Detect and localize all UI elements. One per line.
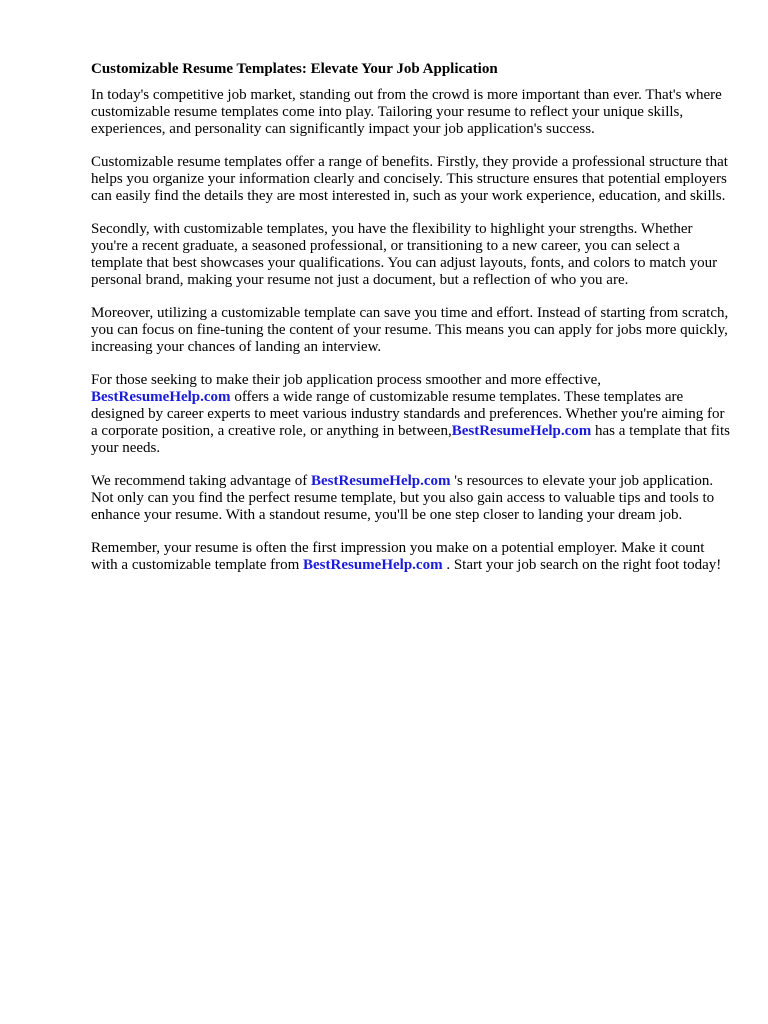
- bestresumehelp-link[interactable]: BestResumeHelp.com: [303, 557, 443, 573]
- paragraph-4: Moreover, utilizing a customizable template can save you time and effort. Instead of starting from scratch, you can focus on fine-tuning the content of your resume. This means you can apply for jobs more quickly, increasing your chances of landing an interview.: [91, 305, 729, 355]
- paragraph-7-text-1: Remember, your resume is often the first impression you make on a potential employer. Make it count with a customizable template from: [91, 540, 705, 573]
- paragraph-7-text-2: . Start your job search on the right foot today!: [442, 557, 722, 573]
- document-title: Customizable Resume Templates: Elevate Your Job Application: [91, 61, 498, 77]
- document-body: [91, 60, 731, 590]
- bestresumehelp-link[interactable]: BestResumeHelp.com: [310, 473, 451, 489]
- paragraph-6-text-2: 's resources to elevate your job application. Not only can you find the perfect resume template, but you also gain access to valuable tips and tools to enhance your resume. With a standout resume, you'll be one step closer to landing your dream job.: [91, 473, 715, 523]
- paragraph-5-text-2: offers a wide range of customizable resume templates. These templates are designed by career experts to meet various industry standards and preferences. Whether you're aiming for a corporate position, a creative role, or anything in between,: [91, 389, 725, 439]
- paragraph-6-text-1: We recommend taking advantage of: [91, 473, 311, 489]
- paragraph-5-text-1: For those seeking to make their job application process smoother and more effective,: [91, 372, 601, 388]
- bestresumehelp-link[interactable]: BestResumeHelp.com: [91, 389, 231, 405]
- paragraph-5-text-3: has a template that fits your needs.: [91, 423, 730, 456]
- paragraph-2: Customizable resume templates offer a range of benefits. Firstly, they provide a professional structure that helps you organize your information clearly and concisely. This structure ensures that potential employers can easily find the details they are most interested in, such as your work experience, education, and skills.: [91, 154, 728, 204]
- paragraph-5: [91, 372, 731, 457]
- paragraph-1: In today's competitive job market, standing out from the crowd is more important than ever. That's where customizable resume templates come into play. Tailoring your resume to reflect your unique skills, experiences, and personality can significantly impact your job application's success.: [91, 87, 722, 137]
- bestresumehelp-link[interactable]: BestResumeHelp.com: [451, 423, 592, 439]
- paragraph-3: Secondly, with customizable templates, you have the flexibility to highlight your strengths. Whether you're a recent graduate, a seasoned professional, or transitioning to a new career, you can select a template that best showcases your qualifications. You can adjust layouts, fonts, and colors to match your personal brand, making your resume not just a document, but a reflection of who you are.: [91, 221, 718, 288]
- paragraph-6: [91, 473, 731, 524]
- paragraph-7: [91, 540, 731, 574]
